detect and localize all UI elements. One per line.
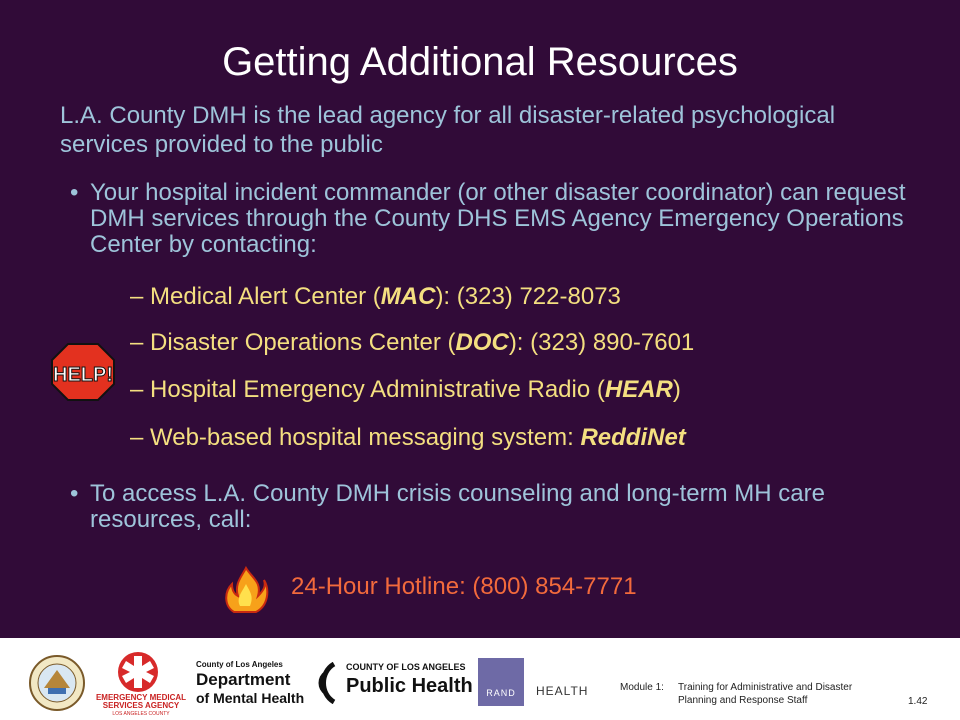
contact-suffix: ): (323) 890-7601 xyxy=(508,329,695,356)
bullet-dot: • xyxy=(70,179,79,206)
ph-line1: COUNTY OF LOS ANGELES xyxy=(346,662,466,672)
module-label: Module 1: xyxy=(620,682,664,693)
bullet-commander xyxy=(70,180,940,258)
flame-icon xyxy=(222,566,270,614)
help-sign-icon xyxy=(50,342,116,402)
contact-suffix: ): (323) 722-8073 xyxy=(435,283,621,310)
contact-doc xyxy=(130,328,694,358)
contact-mac xyxy=(130,282,621,312)
bullet-access xyxy=(70,481,940,533)
ems-line2: SERVICES AGENCY xyxy=(102,701,180,710)
module-line2: Planning and Response Staff xyxy=(678,695,808,706)
contact-prefix: – Web-based hospital messaging system: xyxy=(130,424,581,451)
contact-abbr: ReddiNet xyxy=(580,424,686,451)
public-health-mark-icon xyxy=(312,662,342,704)
ems-line1: EMERGENCY MEDICAL xyxy=(95,693,187,702)
rand-box xyxy=(478,658,524,706)
bullet-text: To access L.A. County DMH crisis counseling and long-term MH care resources, call: xyxy=(90,480,825,533)
public-health-logo xyxy=(312,660,473,710)
rand-health-logo xyxy=(478,658,604,710)
contact-reddinet xyxy=(130,423,686,453)
hotline-number: 24-Hour Hotline: (800) 854-7771 xyxy=(291,573,637,600)
rand-mark: RAND xyxy=(486,688,516,698)
ems-agency-logo xyxy=(90,650,192,718)
intro-text: L.A. County DMH is the lead agency for all disaster-related psychological services provided to the public xyxy=(60,102,836,158)
bullet-text: Your hospital incident commander (or other disaster coordinator) can request DMH services through the County DHS EMS Agency Emergency Operations Center by contacting: xyxy=(90,179,906,258)
contact-suffix: ) xyxy=(672,376,681,403)
slide-title: Getting Additional Resources xyxy=(222,40,738,84)
ph-line2: Public Health xyxy=(346,675,473,697)
ems-line3: LOS ANGELES COUNTY xyxy=(112,711,170,717)
dmh-line2: Department xyxy=(196,670,291,689)
contact-prefix: – Hospital Emergency Administrative Radio ( xyxy=(130,376,605,403)
la-county-seal-logo xyxy=(28,654,86,712)
contact-prefix: – Medical Alert Center ( xyxy=(130,283,381,310)
contact-prefix: – Disaster Operations Center ( xyxy=(130,329,456,356)
bullet-dot: • xyxy=(70,480,79,507)
dmh-logo xyxy=(196,660,305,714)
contact-abbr: HEAR xyxy=(604,376,673,403)
dmh-line3: of Mental Health xyxy=(196,690,305,706)
star-of-life-icon xyxy=(116,650,160,694)
contact-hear xyxy=(130,375,681,405)
help-sign-text: HELP! xyxy=(53,364,113,386)
contact-abbr: MAC xyxy=(380,283,436,310)
contact-abbr: DOC xyxy=(455,329,509,356)
module-line1: Training for Administrative and Disaster xyxy=(678,682,853,693)
rand-health-word: HEALTH xyxy=(536,684,589,698)
page-number: 1.42 xyxy=(908,696,928,707)
dmh-line1: County of Los Angeles xyxy=(196,660,283,669)
